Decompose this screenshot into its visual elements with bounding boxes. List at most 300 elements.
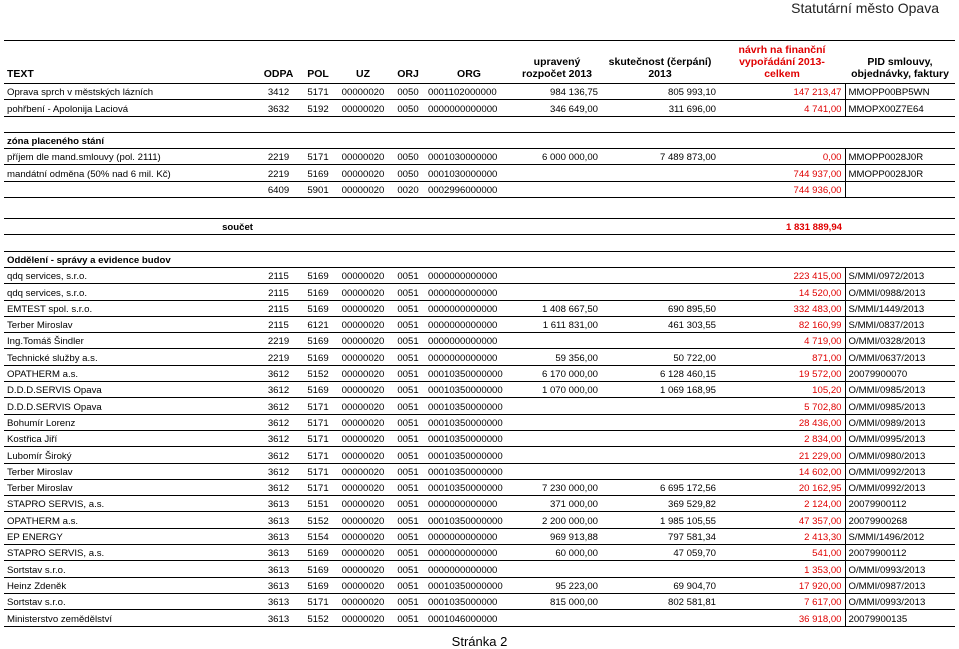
cell-pol: 5154	[307, 532, 329, 544]
cell-proposal: 871,00	[812, 352, 842, 364]
cell-pid: MMOPP0028J0R	[845, 165, 955, 181]
cell-pid: 20079900112	[845, 545, 955, 561]
col-orj: ORJ	[397, 68, 419, 80]
cell-uz: 00000020	[341, 287, 385, 299]
cell-pol: 5171	[307, 483, 329, 495]
cell-orj: 0051	[397, 369, 419, 381]
cell-pid: O/MMI/0992/2013	[845, 463, 955, 479]
col-text: TEXT	[7, 68, 34, 80]
cell-org: 00010350000000	[428, 515, 503, 527]
cell-budget: 371 000,00	[549, 499, 598, 511]
cell-org: 00010350000000	[428, 401, 503, 413]
cell-org: 0000000000000	[428, 352, 498, 364]
cell-uz: 00000020	[341, 168, 385, 180]
cell-proposal: 744 936,00	[793, 185, 842, 197]
table-row	[4, 267, 955, 283]
cell-budget: 815 000,00	[549, 597, 598, 609]
cell-odpa: 3612	[267, 401, 290, 413]
cell-proposal: 21 229,00	[798, 450, 842, 462]
cell-actual	[601, 165, 719, 181]
table-row	[4, 382, 955, 398]
section-parking-title	[4, 132, 955, 148]
cell-uz: 00000020	[341, 564, 385, 576]
cell-odpa: 2219	[267, 168, 290, 180]
cell-budget: 60 000,00	[555, 548, 598, 560]
cell-uz: 00000020	[341, 320, 385, 332]
cell-uz: 00000020	[341, 466, 385, 478]
cell-actual	[601, 447, 719, 463]
cell-orj: 0050	[397, 103, 419, 115]
cell-budget: 1 611 831,00	[542, 320, 598, 332]
cell-orj: 0051	[397, 548, 419, 560]
cell-budget: 6 000 000,00	[541, 152, 598, 164]
cell-orj: 0051	[397, 532, 419, 544]
cell-orj: 0050	[397, 87, 419, 99]
table-row	[4, 349, 955, 365]
cell-pol: 5171	[307, 401, 329, 413]
cell-proposal: 223 415,00	[793, 271, 842, 283]
cell-pid: O/MMI/0985/2013	[845, 398, 955, 414]
cell-pol: 5171	[307, 417, 329, 429]
col-pid: PID smlouvy, objednávky, faktury	[851, 56, 949, 80]
cell-budget: 59 356,00	[555, 352, 598, 364]
cell-pol: 5171	[307, 597, 329, 609]
cell-orj: 0051	[397, 580, 419, 592]
cell-budget: 984 136,75	[549, 87, 598, 99]
table-row	[4, 577, 955, 593]
cell-uz: 00000020	[341, 385, 385, 397]
cell-pid: MMOPP00BP5WN	[845, 84, 955, 100]
cell-text: Kostřica Jiří	[7, 434, 58, 446]
cell-orj: 0051	[397, 352, 419, 364]
sum-row	[4, 219, 955, 235]
cell-pid: O/MMI/0987/2013	[845, 577, 955, 593]
cell-actual: 311 696,00	[668, 103, 716, 115]
cell-proposal: 2 834,00	[804, 434, 842, 446]
cell-text: Terber Miroslav	[7, 320, 73, 332]
cell-pid: 20079900268	[845, 512, 955, 528]
cell-text: OPATHERM a.s.	[7, 515, 79, 527]
cell-pid: O/MMI/0993/2013	[845, 561, 955, 577]
page-footer: Stránka 2	[451, 634, 508, 649]
cell-pid: O/MMI/0995/2013	[845, 430, 955, 446]
cell-pol: 5169	[307, 352, 329, 364]
cell-pol: 5171	[307, 434, 329, 446]
cell-actual: 461 303,55	[667, 320, 716, 332]
cell-actual: 47 059,70	[673, 548, 716, 560]
cell-pid	[845, 181, 955, 197]
cell-odpa: 2115	[268, 287, 289, 299]
table-row	[4, 300, 955, 316]
cell-actual: 369 529,82	[667, 499, 716, 511]
cell-proposal: 744 937,00	[793, 168, 842, 180]
cell-org: 00010350000000	[428, 434, 503, 446]
cell-actual	[601, 284, 719, 300]
cell-proposal: 47 357,00	[798, 515, 842, 527]
cell-odpa: 2219	[267, 336, 290, 348]
cell-uz: 00000020	[341, 597, 385, 609]
cell-pid: O/MMI/0993/2013	[845, 593, 955, 609]
cell-org: 0001035000000	[428, 597, 498, 609]
cell-uz: 00000020	[341, 434, 385, 446]
cell-odpa: 3613	[267, 613, 290, 625]
table-row	[4, 528, 955, 544]
cell-odpa: 3613	[267, 580, 290, 592]
table-row	[4, 463, 955, 479]
cell-text: D.D.D.SERVIS Opava	[7, 401, 102, 413]
cell-orj: 0051	[397, 483, 419, 495]
table-row	[4, 430, 955, 446]
cell-odpa: 3612	[267, 417, 290, 429]
cell-pid: S/MMI/1449/2013	[845, 300, 955, 316]
cell-text: Terber Miroslav	[7, 466, 73, 478]
cell-org: 00010350000000	[428, 417, 503, 429]
cell-pid: O/MMI/0637/2013	[845, 349, 955, 365]
cell-pol: 5169	[307, 271, 329, 283]
cell-odpa: 2219	[267, 152, 290, 164]
cell-uz: 00000020	[341, 303, 385, 315]
cell-budget	[513, 181, 601, 197]
cell-pid: O/MMI/0992/2013	[845, 479, 955, 495]
cell-proposal: 4 719,00	[804, 336, 842, 348]
table-row	[4, 398, 955, 414]
cell-proposal: 1 353,00	[804, 564, 842, 576]
cell-org: 0000000000000	[428, 303, 498, 315]
spacer-row	[4, 116, 955, 132]
header-row	[4, 41, 955, 84]
cell-proposal: 105,20	[812, 385, 842, 397]
cell-actual	[601, 181, 719, 197]
cell-pid: 20079900135	[845, 610, 955, 626]
table-row	[4, 512, 955, 528]
table-row	[4, 84, 955, 100]
col-uz: UZ	[356, 68, 370, 80]
cell-actual: 69 904,70	[673, 580, 716, 592]
cell-pol: 5151	[307, 499, 329, 511]
table-row	[4, 165, 955, 181]
cell-text: Oprava sprch v městských lázních	[7, 87, 154, 99]
cell-text: Lubomír Široký	[7, 450, 72, 462]
cell-actual: 50 722,00	[673, 352, 716, 364]
cell-org: 0000000000000	[428, 287, 498, 299]
cell-uz: 00000020	[341, 401, 385, 413]
cell-orj: 0050	[397, 168, 419, 180]
cell-pol: 5901	[307, 185, 329, 197]
cell-pol: 5152	[307, 369, 329, 381]
cell-org: 00010350000000	[428, 450, 503, 462]
cell-pid: 20079900112	[845, 496, 955, 512]
table-row	[4, 447, 955, 463]
cell-uz: 00000020	[341, 152, 385, 164]
table-row	[4, 479, 955, 495]
cell-text: Sortstav s.r.o.	[7, 597, 66, 609]
cell-pid: S/MMI/1496/2012	[845, 528, 955, 544]
cell-org: 0000000000000	[428, 499, 498, 511]
cell-proposal: 17 920,00	[798, 580, 842, 592]
cell-actual	[601, 333, 719, 349]
cell-odpa: 3612	[267, 369, 290, 381]
cell-text: STAPRO SERVIS, a.s.	[7, 499, 105, 511]
cell-odpa: 3612	[267, 450, 290, 462]
col-proposal: návrh na finanční vypořádání 2013-celkem	[738, 44, 826, 80]
cell-text: Heinz Zdeněk	[7, 580, 67, 592]
cell-actual	[601, 561, 719, 577]
cell-pol: 5152	[307, 515, 329, 527]
cell-proposal: 332 483,00	[793, 303, 842, 315]
cell-pol: 5171	[307, 466, 329, 478]
cell-org: 00010350000000	[428, 369, 503, 381]
cell-budget	[513, 561, 601, 577]
cell-org: 00010350000000	[428, 385, 503, 397]
cell-uz: 00000020	[341, 532, 385, 544]
cell-budget	[513, 165, 601, 181]
cell-org: 00010350000000	[428, 580, 503, 592]
cell-actual	[601, 398, 719, 414]
cell-uz: 00000020	[341, 483, 385, 495]
cell-proposal: 14 602,00	[798, 466, 842, 478]
spacer-row	[4, 235, 955, 251]
cell-pid: MMOPP0028J0R	[845, 149, 955, 165]
cell-orj: 0051	[397, 417, 419, 429]
cell-proposal: 36 918,00	[798, 613, 842, 625]
table-row	[4, 149, 955, 165]
cell-actual	[601, 414, 719, 430]
cell-uz: 00000020	[341, 336, 385, 348]
cell-orj: 0050	[397, 152, 419, 164]
cell-uz: 00000020	[341, 369, 385, 381]
cell-org: 0000000000000	[428, 532, 498, 544]
cell-text: Terber Miroslav	[7, 483, 73, 495]
settlement-table	[4, 40, 955, 627]
cell-proposal: 7 617,00	[804, 597, 842, 609]
cell-odpa: 3613	[267, 532, 290, 544]
cell-proposal: 20 162,95	[798, 483, 842, 495]
cell-actual: 7 489 873,00	[659, 152, 716, 164]
sum-value: 1 831 889,94	[785, 222, 842, 234]
cell-odpa: 3612	[267, 385, 290, 397]
cell-proposal: 2 413,30	[804, 532, 842, 544]
cell-orj: 0051	[397, 515, 419, 527]
cell-uz: 00000020	[341, 548, 385, 560]
cell-pol: 5169	[307, 580, 329, 592]
cell-text: mandátní odměna (50% nad 6 mil. Kč)	[7, 168, 171, 180]
cell-orj: 0051	[397, 401, 419, 413]
cell-orj: 0051	[397, 499, 419, 511]
cell-odpa: 2115	[268, 271, 289, 283]
cell-orj: 0051	[397, 450, 419, 462]
cell-uz: 00000020	[341, 103, 385, 115]
table-row	[4, 561, 955, 577]
cell-actual	[601, 267, 719, 283]
table-row	[4, 414, 955, 430]
cell-budget	[513, 284, 601, 300]
cell-budget	[513, 463, 601, 479]
cell-orj: 0051	[397, 303, 419, 315]
cell-proposal: 147 213,47	[793, 87, 842, 99]
cell-pol: 5169	[307, 385, 329, 397]
table-row	[4, 181, 955, 197]
cell-budget	[513, 430, 601, 446]
cell-budget	[513, 333, 601, 349]
cell-proposal: 4 741,00	[804, 103, 842, 115]
table-row	[4, 593, 955, 609]
cell-uz: 00000020	[341, 515, 385, 527]
cell-pid: O/MMI/0328/2013	[845, 333, 955, 349]
cell-odpa: 3613	[267, 597, 290, 609]
cell-pol: 5169	[307, 168, 329, 180]
cell-budget: 969 913,88	[549, 532, 598, 544]
cell-actual: 6 128 460,15	[659, 369, 716, 381]
cell-text: Sortstav s.r.o.	[7, 564, 66, 576]
cell-uz: 00000020	[341, 352, 385, 364]
cell-pid: MMOPX00Z7E64	[845, 100, 955, 116]
cell-pol: 5171	[307, 152, 329, 164]
col-org: ORG	[457, 68, 481, 80]
cell-org: 0001030000000	[428, 168, 498, 180]
cell-proposal: 541,00	[812, 548, 842, 560]
cell-text: EMTEST spol. s.r.o.	[7, 303, 93, 315]
cell-budget: 1 408 667,50	[541, 303, 598, 315]
cell-actual: 805 993,10	[667, 87, 716, 99]
cell-orj: 0051	[397, 434, 419, 446]
cell-text: OPATHERM a.s.	[7, 369, 79, 381]
table-row	[4, 496, 955, 512]
cell-uz: 00000020	[341, 87, 385, 99]
cell-org: 00010350000000	[428, 483, 503, 495]
cell-pol: 5169	[307, 548, 329, 560]
cell-text: EP ENERGY	[7, 532, 63, 544]
cell-pid: 20079900070	[845, 365, 955, 381]
cell-odpa: 3613	[267, 564, 290, 576]
cell-odpa: 6409	[267, 185, 290, 197]
table-row	[4, 100, 955, 116]
cell-pid: S/MMI/0837/2013	[845, 316, 955, 332]
cell-proposal: 14 520,00	[798, 287, 842, 299]
cell-odpa: 2219	[267, 352, 290, 364]
cell-uz: 00000020	[341, 417, 385, 429]
cell-orj: 0051	[397, 336, 419, 348]
cell-actual: 1 985 105,55	[659, 515, 716, 527]
cell-odpa: 2115	[268, 303, 289, 315]
table-row	[4, 284, 955, 300]
cell-odpa: 3613	[267, 515, 290, 527]
cell-org: 0000000000000	[428, 271, 498, 283]
cell-budget: 2 200 000,00	[541, 515, 598, 527]
cell-uz: 00000020	[341, 580, 385, 592]
cell-pol: 5169	[307, 303, 329, 315]
cell-proposal: 19 572,00	[798, 369, 842, 381]
cell-pid: O/MMI/0989/2013	[845, 414, 955, 430]
cell-text: qdq services, s.r.o.	[7, 287, 87, 299]
cell-text	[4, 181, 256, 197]
cell-orj: 0051	[397, 271, 419, 283]
cell-pol: 5169	[307, 287, 329, 299]
cell-pol: 5169	[307, 564, 329, 576]
cell-odpa: 3612	[267, 483, 290, 495]
cell-actual: 797 581,34	[667, 532, 716, 544]
cell-budget	[513, 447, 601, 463]
cell-odpa: 3613	[267, 548, 290, 560]
cell-proposal: 0,00	[822, 152, 842, 164]
col-budget: upravený rozpočet 2013	[521, 56, 593, 80]
section-buildings-title	[4, 251, 955, 267]
cell-proposal: 82 160,99	[798, 320, 842, 332]
cell-odpa: 3612	[267, 434, 290, 446]
cell-pid: O/MMI/0980/2013	[845, 447, 955, 463]
table-row	[4, 333, 955, 349]
spacer-row	[4, 198, 955, 219]
cell-text: Ministerstvo zemědělství	[7, 613, 113, 625]
cell-odpa: 3632	[267, 103, 290, 115]
cell-text: Technické služby a.s.	[7, 352, 98, 364]
table-row	[4, 365, 955, 381]
cell-odpa: 3412	[267, 87, 290, 99]
table-row	[4, 316, 955, 332]
cell-budget: 346 649,00	[549, 103, 598, 115]
cell-odpa: 3613	[267, 499, 290, 511]
cell-budget	[513, 414, 601, 430]
cell-pol: 5152	[307, 613, 329, 625]
cell-uz: 00000020	[341, 185, 385, 197]
cell-budget: 1 070 000,00	[541, 385, 598, 397]
org-title: Statutární město Opava	[791, 0, 939, 16]
cell-budget	[513, 267, 601, 283]
cell-proposal: 5 702,80	[804, 401, 842, 413]
cell-text: STAPRO SERVIS, a.s.	[7, 548, 105, 560]
col-pol: POL	[307, 68, 329, 80]
cell-actual: 690 895,50	[667, 303, 716, 315]
cell-org: 0000000000000	[428, 336, 498, 348]
cell-uz: 00000020	[341, 450, 385, 462]
cell-orj: 0051	[397, 613, 419, 625]
cell-text: pohřbení - Apolonija Laciová	[7, 103, 129, 115]
cell-odpa: 2115	[268, 320, 289, 332]
cell-actual: 802 581,81	[667, 597, 716, 609]
cell-actual: 6 695 172,56	[659, 483, 716, 495]
cell-pid: S/MMI/0972/2013	[845, 267, 955, 283]
cell-uz: 00000020	[341, 613, 385, 625]
cell-org: 0000000000000	[428, 564, 498, 576]
cell-text: Bohumír Lorenz	[7, 417, 76, 429]
cell-budget	[513, 610, 601, 626]
sum-label: součet	[222, 222, 253, 234]
cell-budget	[513, 398, 601, 414]
cell-org: 0002996000000	[428, 185, 498, 197]
cell-org: 00010350000000	[428, 466, 503, 478]
cell-org: 0001102000000	[428, 87, 497, 99]
cell-pol: 6121	[307, 320, 329, 332]
cell-org: 0000000000000	[428, 320, 498, 332]
cell-proposal: 2 124,00	[804, 499, 842, 511]
cell-orj: 0051	[397, 597, 419, 609]
cell-actual	[601, 463, 719, 479]
cell-pol: 5171	[307, 450, 329, 462]
cell-orj: 0051	[397, 320, 419, 332]
cell-uz: 00000020	[341, 271, 385, 283]
cell-pid: O/MMI/0988/2013	[845, 284, 955, 300]
cell-budget: 95 223,00	[555, 580, 598, 592]
section-title: zóna placeného stání	[7, 136, 105, 148]
cell-org: 0000000000000	[428, 103, 498, 115]
cell-proposal: 28 436,00	[798, 417, 842, 429]
cell-budget: 7 230 000,00	[541, 483, 598, 495]
cell-org: 0001046000000	[428, 613, 498, 625]
table-row	[4, 610, 955, 626]
cell-actual	[601, 610, 719, 626]
cell-text: příjem dle mand.smlouvy (pol. 2111)	[7, 152, 161, 164]
cell-odpa: 3612	[267, 466, 290, 478]
cell-uz: 00000020	[341, 499, 385, 511]
